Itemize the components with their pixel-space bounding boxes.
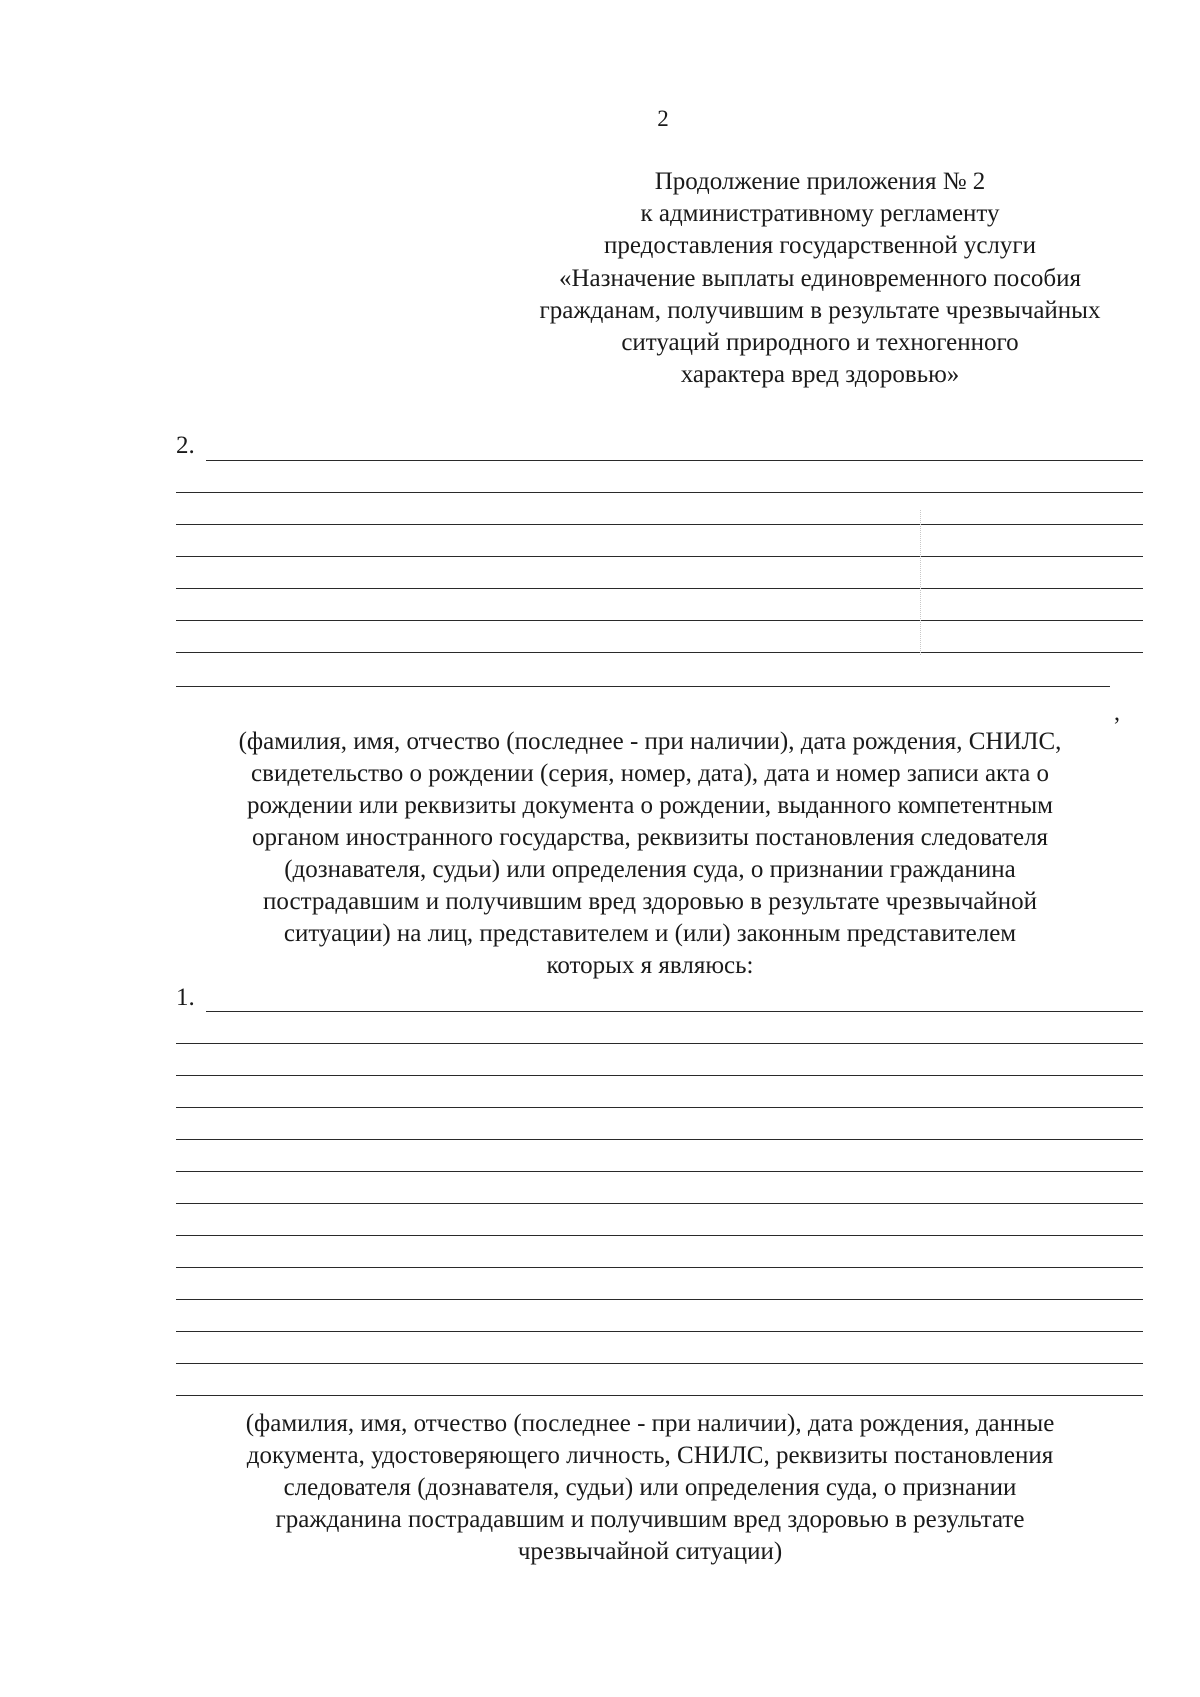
caption-line: ситуации) на лиц, представителем и (или) законным представителем — [283, 920, 1017, 947]
fill-in-line — [176, 1299, 1143, 1300]
fill-in-line — [176, 1139, 1143, 1140]
caption-line: документа, удостоверяющего личность, СНИЛС, реквизиты постановления — [246, 1442, 1054, 1469]
fill-in-line — [176, 1331, 1143, 1332]
section-number: 2. — [176, 432, 195, 459]
fill-in-line — [176, 620, 1143, 621]
fill-in-line — [176, 1203, 1143, 1204]
trailing-comma: , — [1114, 700, 1120, 726]
caption-line: (фамилия, имя, отчество (последнее - при наличии), дата рождения, СНИЛС, — [238, 728, 1062, 755]
fill-in-line — [176, 1171, 1143, 1172]
header-line: предоставления государственной услуги — [603, 232, 1037, 260]
fill-in-line — [176, 1107, 1143, 1108]
fill-in-line — [176, 1235, 1143, 1236]
fill-in-line — [176, 1395, 1143, 1396]
appendix-header — [470, 166, 1170, 391]
caption-line: пострадавшим и получившим вред здоровью в результате чрезвычайной — [262, 888, 1037, 915]
caption-line: (фамилия, имя, отчество (последнее - при наличии), дата рождения, данные — [245, 1410, 1055, 1437]
caption-line: чрезвычайной ситуации) — [517, 1538, 783, 1565]
scan-artifact — [920, 510, 921, 655]
fill-in-line — [176, 588, 1143, 589]
caption-line: органом иностранного государства, реквизиты постановления следователя — [251, 824, 1049, 851]
page-number: 2 — [657, 106, 669, 131]
header-line: характера вред здоровью» — [680, 361, 960, 389]
fill-in-line — [176, 492, 1143, 493]
fill-in-line — [176, 524, 1143, 525]
fill-in-line — [176, 686, 1110, 687]
fill-in-line — [176, 1267, 1143, 1268]
section-number: 1. — [176, 984, 195, 1011]
caption-line: свидетельство о рождении (серия, номер, дата), дата и номер записи акта о — [251, 760, 1049, 787]
fill-in-line — [206, 1011, 1143, 1012]
header-line: «Назначение выплаты единовременного пособия — [558, 264, 1082, 292]
header-line: ситуаций природного и техногенного — [621, 329, 1019, 357]
section-1-caption — [150, 726, 1150, 982]
caption-line: которых я являюсь: — [546, 952, 754, 979]
fill-in-line — [206, 460, 1143, 461]
header-line: гражданам, получившим в результате чрезвычайных — [539, 296, 1101, 324]
caption-line: рождении или реквизиты документа о рождении, выданного компетентным — [247, 792, 1053, 819]
caption-line: гражданина пострадавшим и получившим вред здоровью в результате — [275, 1506, 1025, 1533]
fill-in-line — [176, 556, 1143, 557]
caption-line: (дознавателя, судьи) или определения суда, о признании гражданина — [284, 856, 1016, 883]
fill-in-line — [176, 1363, 1143, 1364]
fill-in-line — [176, 1043, 1143, 1044]
fill-in-line — [176, 652, 1143, 653]
section-2-caption — [150, 1408, 1150, 1568]
caption-line: следователя (дознавателя, судьи) или определения суда, о признании — [283, 1474, 1017, 1501]
header-line: Продолжение приложения № 2 — [654, 168, 986, 195]
header-line: к административному регламенту — [640, 200, 1000, 228]
fill-in-line — [176, 1075, 1143, 1076]
